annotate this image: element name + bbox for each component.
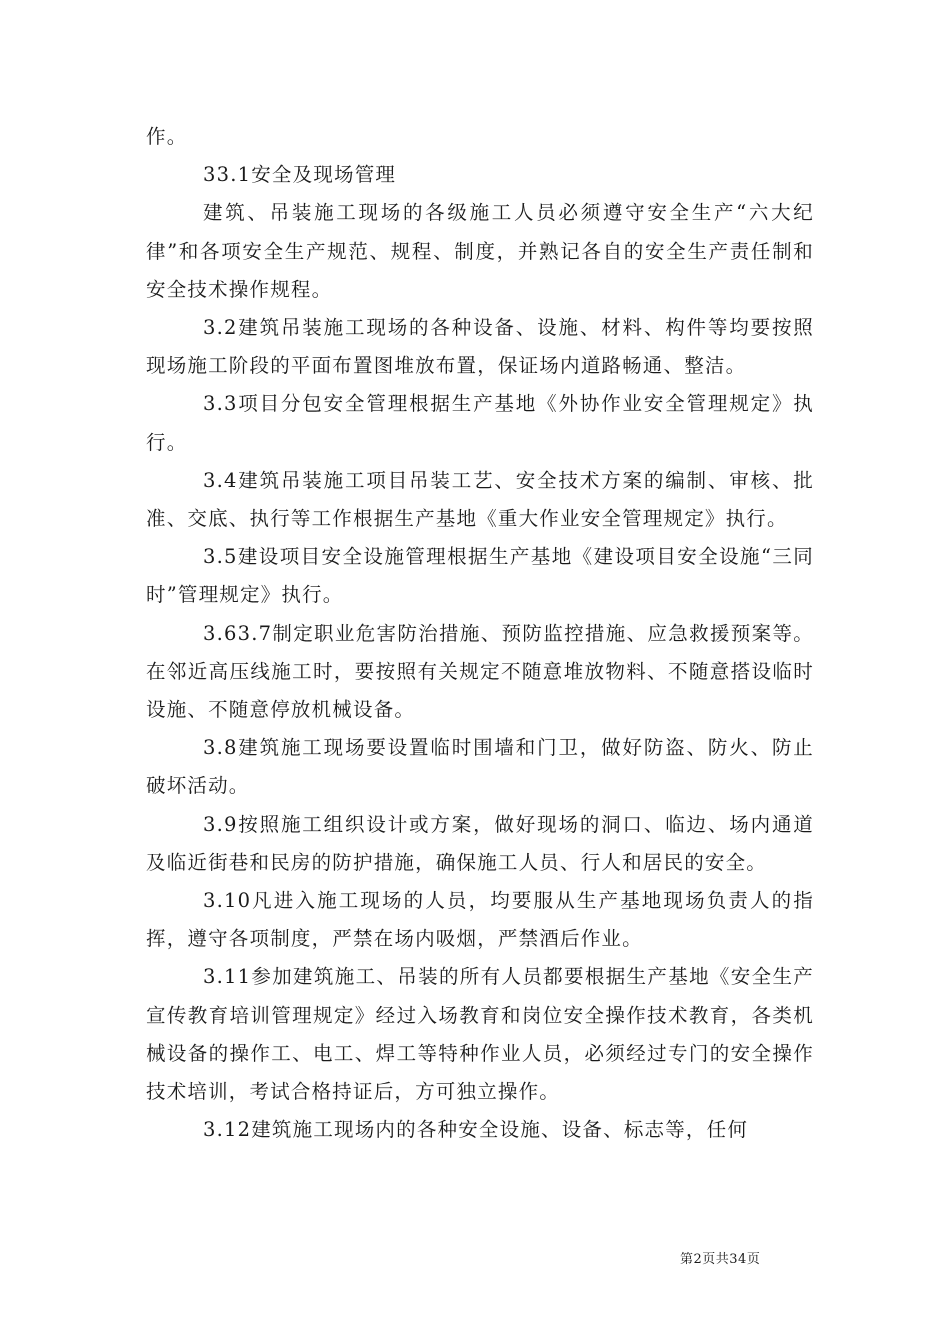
- section-heading: 33.1安全及现场管理: [203, 163, 397, 187]
- paragraph-10: 3.9按照施工组织设计或方案，做好现场的洞口、临边、场内通道及临近街巷和民房的防护措施，确保施工人员、行人和居民的安全。: [146, 812, 814, 874]
- paragraph-13: 3.12建筑施工现场内的各种安全设施、设备、标志等，任何: [203, 1118, 749, 1142]
- paragraph-12: 3.11参加建筑施工、吊装的所有人员都要根据生产基地《安全生产宣传教育培训管理规定》经过入场教育和岗位安全操作技术教育，各类机械设备的操作工、电工、焊工等特种作业人员，必须经过专门的安全操作技术培训，考试合格持证后，方可独立操作。: [146, 965, 814, 1104]
- paragraph-11: 3.10凡进入施工现场的人员，均要服从生产基地现场负责人的指挥，遵守各项制度，严禁在场内吸烟，严禁酒后作业。: [146, 889, 814, 951]
- paragraph-9: 3.8建筑施工现场要设置临时围墙和门卫，做好防盗、防火、防止破坏活动。: [146, 736, 814, 798]
- document-body: [146, 118, 814, 1149]
- paragraph-1: 作。: [146, 125, 188, 148]
- paragraph-3: 建筑、吊装施工现场的各级施工人员必须遵守安全生产“六大纪律”和各项安全生产规范、规程、制度，并熟记各自的安全生产责任制和安全技术操作规程。: [146, 201, 814, 301]
- page-number: 第2页共34页: [680, 1252, 761, 1267]
- paragraph-4: 3.2建筑吊装施工现场的各种设备、设施、材料、构件等均要按照现场施工阶段的平面布置图堆放布置，保证场内道路畅通、整洁。: [146, 316, 814, 378]
- paragraph-6: 3.4建筑吊装施工项目吊装工艺、安全技术方案的编制、审核、批准、交底、执行等工作根据生产基地《重大作业安全管理规定》执行。: [146, 468, 814, 531]
- paragraph-8: 3.63.7制定职业危害防治措施、预防监控措施、应急救援预案等。在邻近高压线施工时，要按照有关规定不随意堆放物料、不随意搭设临时设施、不随意停放机械设备。: [146, 621, 814, 722]
- paragraph-7: 3.5建设项目安全设施管理根据生产基地《建设项目安全设施“三同时”管理规定》执行。: [146, 545, 814, 607]
- paragraph-5: 3.3项目分包安全管理根据生产基地《外协作业安全管理规定》执行。: [146, 392, 814, 454]
